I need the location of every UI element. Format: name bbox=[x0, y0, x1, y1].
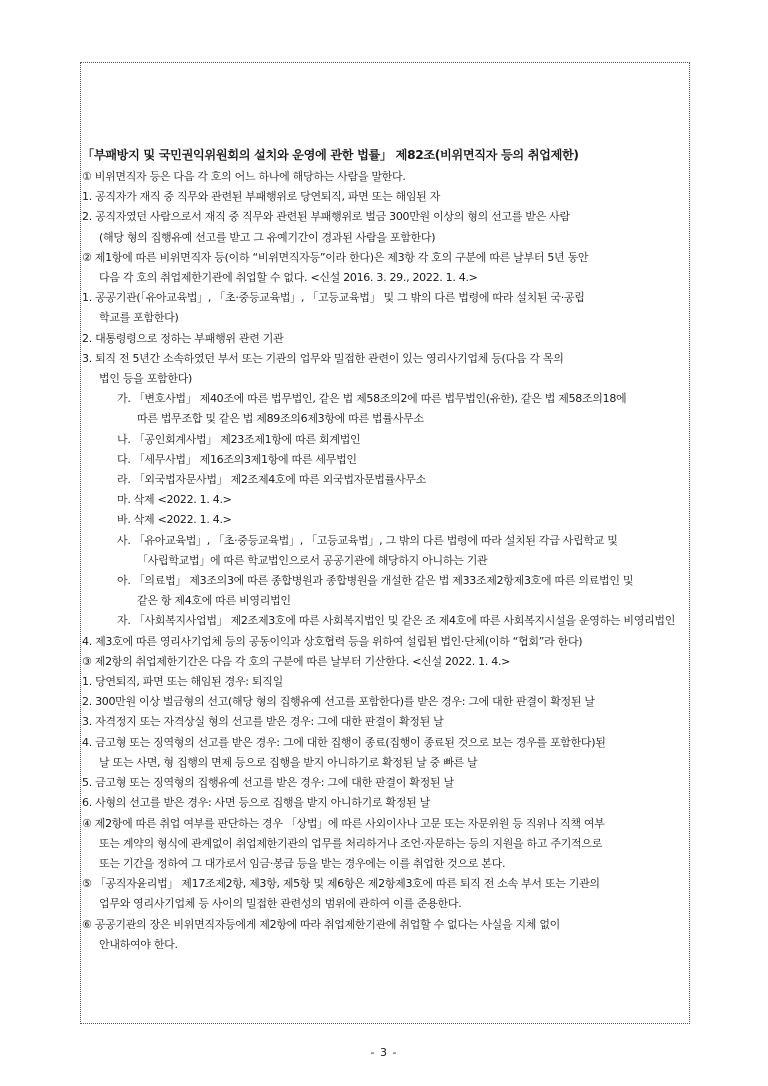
article-line: ① 비위면직자 등은 다음 각 호의 어느 하나에 해당하는 사람을 말한다. bbox=[82, 170, 406, 183]
article-line: 4. 제3호에 따른 영리사기업체 등의 공동이익과 상호협력 등을 위하여 설립된 법인·단체(이하 “협회”라 한다) bbox=[82, 634, 583, 648]
article-line: ④ 제2항에 따른 취업 여부를 판단하는 경우 「상법」에 따른 사외이사나 고문 또는 자문위원 등 직위나 직책 여부 bbox=[82, 816, 605, 830]
article-line: 다음 각 호의 취업제한기관에 취업할 수 없다. <신설 2016. 3. 29., 2022. 1. 4.> bbox=[99, 271, 478, 285]
article-line: (해당 형의 집행유예 선고를 받고 그 유예기간이 경과된 사람을 포함한다) bbox=[99, 230, 436, 244]
article-lines bbox=[82, 167, 690, 955]
article-line: 업무와 영리사기업체 등 사이의 밀접한 관련성의 범위에 관하여 이를 준용한다. bbox=[99, 897, 462, 911]
article-line: 바. 삭제 <2022. 1. 4.> bbox=[117, 513, 232, 527]
article-line: 2. 대통령령으로 정하는 부패행위 관련 기관 bbox=[82, 331, 284, 345]
article-line: 또는 기간을 정하여 그 대가로서 임금·봉급 등을 받는 경우에는 이를 취업한 것으로 본다. bbox=[99, 856, 506, 870]
article-line: 학교를 포함한다) bbox=[99, 311, 179, 325]
article-line: ② 제1항에 따른 비위면직자 등(이하 “비위면직자등”이라 한다)은 제3항 각 호의 구분에 따른 날부터 5년 동안 bbox=[82, 250, 589, 264]
article-line: 다. 「세무사법」 제16조의3제1항에 따른 세무법인 bbox=[117, 452, 357, 466]
article-line: 6. 사형의 선고를 받은 경우: 사면 등으로 집행을 받지 아니하기로 확정된 날 bbox=[82, 796, 430, 810]
article-line: ③ 제2항의 취업제한기간은 다음 각 호의 구분에 따른 날부터 기산한다. <신설 2022. 1. 4.> bbox=[82, 654, 511, 668]
article-line: 1. 공직자가 재직 중 직무와 관련된 부패행위로 당연퇴직, 파면 또는 해임된 자 bbox=[82, 190, 441, 204]
article-line: 나. 「공인회계사법」 제23조제1항에 따른 회계법인 bbox=[117, 432, 361, 446]
article-line: 가. 「변호사법」 제40조에 따른 법무법인, 같은 법 제58조의2에 따른 법무법인(유한), 같은 법 제58조의18에 bbox=[117, 392, 627, 406]
article-line: 4. 금고형 또는 징역형의 선고를 받은 경우: 그에 대한 집행이 종료(집행이 종료된 것으로 보는 경우를 포함한다)된 bbox=[82, 735, 606, 749]
article-line: 마. 삭제 <2022. 1. 4.> bbox=[117, 493, 232, 507]
article-line: 사. 「유아교육법」, 「초·중등교육법」, 「고등교육법」, 그 밖의 다른 법령에 따라 설치된 각급 사립학교 및 bbox=[117, 533, 618, 547]
article-line: 라. 「외국법자문사법」 제2조제4호에 따른 외국법자문법률사무소 bbox=[117, 473, 426, 487]
article-line: 따른 법무조합 및 같은 법 제89조의6제3항에 따른 법률사무소 bbox=[137, 412, 424, 426]
article-line: 1. 당연퇴직, 파면 또는 해임된 경우: 퇴직일 bbox=[82, 675, 283, 689]
article-line: 5. 금고형 또는 징역형의 집행유예 선고를 받은 경우: 그에 대한 판결이 확정된 날 bbox=[82, 776, 454, 790]
article-line: 2. 300만원 이상 벌금형의 선고(해당 형의 집행유예 선고를 포함한다)를 받은 경우: 그에 대한 판결이 확정된 날 bbox=[82, 695, 595, 709]
article-line: ⑥ 공공기관의 장은 비위면직자등에게 제2항에 따라 취업제한기관에 취업할 수 없다는 사실을 지체 없이 bbox=[82, 917, 560, 931]
article-line: 또는 계약의 형식에 관계없이 취업제한기관의 업무를 처리하거나 조언·자문하는 등의 지원을 하고 주기적으로 bbox=[99, 836, 603, 850]
article-line: ⑤ 「공직자윤리법」 제17조제2항, 제3항, 제5항 및 제6항은 제2항제3호에 따른 퇴직 전 소속 부서 또는 기관의 bbox=[82, 877, 600, 891]
article-line: 2. 공직자였던 사람으로서 재직 중 직무와 관련된 부패행위로 벌금 300만원 이상의 형의 선고를 받은 사람 bbox=[82, 210, 570, 224]
article-line: 1. 공공기관(「유아교육법」, 「초·중등교육법」, 「고등교육법」 및 그 밖의 다른 법령에 따라 설치된 국·공립 bbox=[82, 291, 585, 305]
article-line: 날 또는 사면, 형 집행의 면제 등으로 집행을 받지 아니하기로 확정된 날 중 빠른 날 bbox=[99, 755, 478, 769]
article-line: 법인 등을 포함한다) bbox=[99, 372, 192, 386]
article-line: 자. 「사회복지사업법」 제2조제3호에 따른 사회복지법인 및 같은 조 제4호에 따른 사회복지시설을 운영하는 비영리법인 bbox=[117, 614, 676, 628]
article-line: 「사립학교법」에 따른 학교법인으로서 공공기관에 해당하지 아니하는 기관 bbox=[137, 553, 488, 567]
article-line: 안내하여야 한다. bbox=[99, 937, 178, 951]
law-article-body bbox=[82, 145, 690, 955]
article-title: 「부패방지 및 국민권익위원회의 설치와 운영에 관한 법률」 제82조(비위면직자 등의 취업제한) bbox=[82, 148, 579, 162]
article-line: 3. 자격정지 또는 자격상실 형의 선고를 받은 경우: 그에 대한 판결이 확정된 날 bbox=[82, 715, 444, 729]
article-line: 같은 항 제4호에 따른 비영리법인 bbox=[137, 594, 291, 608]
page-number: - 3 - bbox=[370, 1046, 398, 1059]
article-line: 아. 「의료법」 제3조의3에 따른 종합병원과 종합병원을 개설한 같은 법 제33조제2항제3호에 따른 의료법인 및 bbox=[117, 574, 634, 588]
article-line: 3. 퇴직 전 5년간 소속하였던 부서 또는 기관의 업무와 밀접한 관련이 있는 영리사기업체 등(다음 각 목의 bbox=[82, 351, 564, 365]
